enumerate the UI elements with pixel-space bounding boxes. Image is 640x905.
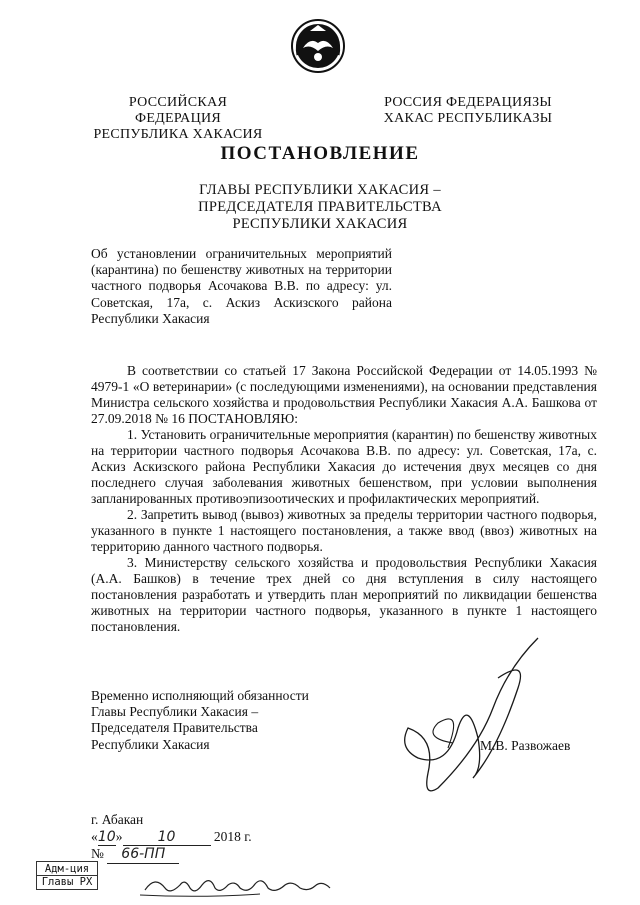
clause-3-paragraph: 3. Министерству сельского хозяйства и продовольствия Республики Хакасия (А.А. Башков) в течение трех дней со дня вступления в силу настоящего постановления разработать и утвердить план мероприятий по ликвидации бешенства животных на территории частного подворья, указанного в пункте 1 настоящего постановления. bbox=[91, 555, 597, 634]
header-left-line1: РОССИЙСКАЯ ФЕДЕРАЦИЯ bbox=[128, 95, 228, 126]
date-close-quote: » bbox=[115, 828, 123, 844]
document-number bbox=[91, 846, 291, 864]
header-right-line1: РОССИЯ ФЕДЕРАЦИЯЗЫ bbox=[384, 95, 552, 110]
coat-of-arms-emblem bbox=[290, 17, 346, 75]
handwritten-note bbox=[140, 870, 340, 900]
stamp-line-2: Главы РХ bbox=[37, 875, 97, 888]
position-line-1: Временно исполняющий обязанности bbox=[91, 688, 309, 703]
handwritten-signature bbox=[378, 628, 548, 798]
signatory-position bbox=[91, 688, 351, 753]
issuer-line-1: ГЛАВЫ РЕСПУБЛИКИ ХАКАСИЯ – bbox=[199, 182, 441, 198]
issuer-line-2: ПРЕДСЕДАТЕЛЯ ПРАВИТЕЛЬСТВА bbox=[198, 199, 442, 215]
document-title: ПОСТАНОВЛЕНИЕ bbox=[220, 143, 420, 164]
header-left bbox=[88, 95, 268, 143]
preamble-paragraph: В соответствии со статьей 17 Закона Российской Федерации от 14.05.1993 № 4979-1 «О ветеринарии» (с последующими изменениями), на основании представления Министра сельского хозяйства и продовольствия Республики Хакасия А.А. Башкова от 27.09.2018 № 16 ПОСТАНОВЛЯЮ: bbox=[91, 363, 597, 426]
issue-date bbox=[91, 829, 291, 847]
number-value: 66-ПП bbox=[107, 846, 179, 864]
clause-2-paragraph: 2. Запретить вывод (вывоз) животных за пределы территории частного подворья, указанного в пункте 1 настоящего постановления, а также ввод (ввоз) животных на территорию данного частного подворья. bbox=[91, 507, 597, 554]
position-line-3: Председателя Правительства bbox=[91, 720, 258, 736]
date-open-quote: « bbox=[91, 828, 98, 844]
document-subject: Об установлении ограничительных мероприятий (карантина) по бешенству животных на территории частного подворья Асочакова В.В. по адресу: ул. Советская, 17а, с. Аскиз Аскизского района Республики Хакасия bbox=[91, 246, 392, 326]
number-sign: № bbox=[91, 846, 104, 861]
issuer-block bbox=[0, 182, 640, 233]
date-month: 10 bbox=[123, 829, 211, 847]
position-line-2: Главы Республики Хакасия – bbox=[91, 704, 259, 720]
registration-stamp bbox=[36, 861, 98, 890]
date-day: 10 bbox=[97, 828, 116, 845]
document-body bbox=[91, 363, 597, 635]
clause-1-paragraph: 1. Установить ограничительные мероприятия (карантин) по бешенству животных на территории частного подворья Асочакова В.В. по адресу: ул. Советская, 17а, с. Аскиз Аскизского района Республики Хакасия до истечения двух месяцев со дня последнего случая заболевания животных бешенством, при условии выполнения запланированных противоэпизоотических и профилактических мероприятий. bbox=[91, 427, 597, 506]
signatory-name: М.В. Развожаев bbox=[480, 738, 571, 753]
header-right-line2: ХАКАС РЕСПУБЛИКАЗЫ bbox=[383, 111, 553, 126]
date-year: 2018 г. bbox=[213, 828, 252, 844]
issue-place-date bbox=[91, 812, 291, 864]
stamp-line-1: Адм-ция bbox=[44, 863, 90, 875]
position-line-4: Республики Хакасия bbox=[91, 736, 210, 752]
issuer-line-3: РЕСПУБЛИКИ ХАКАСИЯ bbox=[232, 216, 408, 232]
header-left-line2: РЕСПУБЛИКА ХАКАСИЯ bbox=[93, 127, 263, 142]
issue-city: г. Абакан bbox=[91, 812, 144, 827]
header-right bbox=[383, 95, 553, 127]
